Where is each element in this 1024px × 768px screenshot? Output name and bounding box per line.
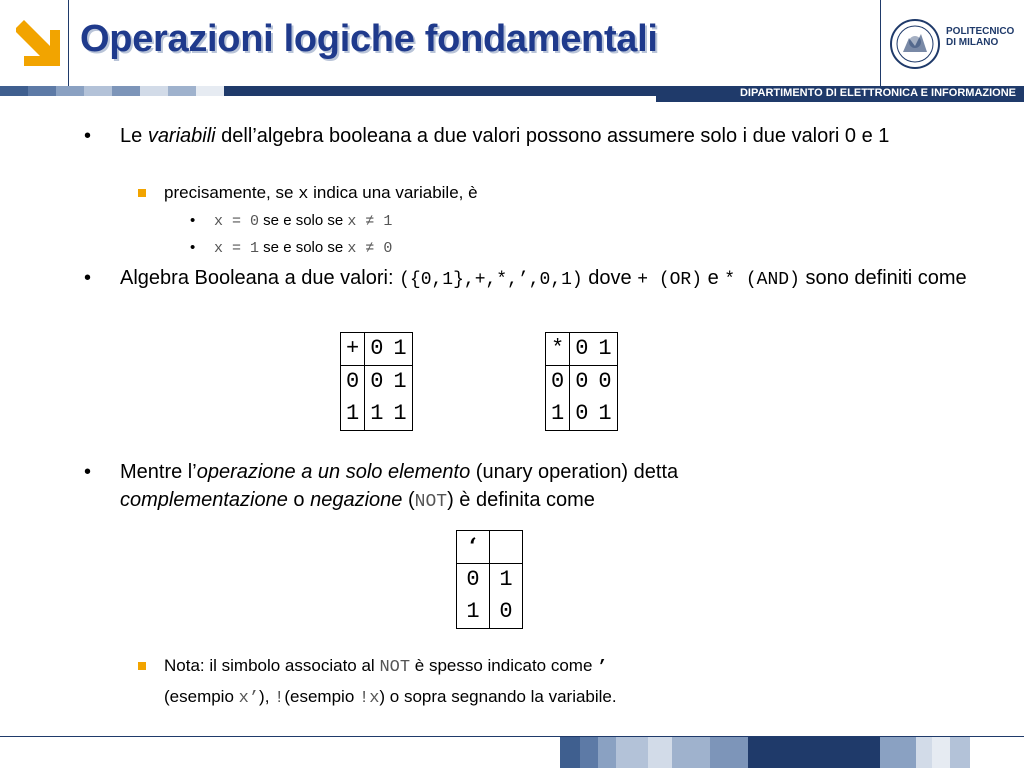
or-truth-table bbox=[340, 332, 413, 431]
sub-sub-bullet-text: x = 0 se e solo se x ≠ 1 bbox=[214, 212, 393, 230]
and-table-header-cell: * bbox=[546, 333, 570, 366]
and-table-cell: 0 bbox=[546, 366, 570, 399]
and-truth-table bbox=[545, 332, 618, 431]
not-table-cell: 0 bbox=[457, 564, 490, 597]
bullet-dot: • bbox=[84, 125, 92, 147]
and-table-cell: 0 bbox=[575, 401, 589, 426]
university-name bbox=[946, 26, 1014, 48]
not-table-header-cell bbox=[490, 531, 523, 564]
or-table-cell: 1 bbox=[370, 401, 384, 426]
not-table-cell: 1 bbox=[499, 567, 513, 592]
not-table-cell: 0 bbox=[499, 599, 513, 624]
slide-title: Operazioni logiche fondamentali bbox=[80, 18, 658, 60]
header-divider bbox=[880, 0, 881, 86]
department-label: DIPARTIMENTO DI ELETTRONICA E INFORMAZIONE bbox=[704, 86, 1016, 102]
or-table-header-cell: 1 bbox=[388, 333, 412, 366]
and-table-header-cell: 1 bbox=[593, 333, 617, 366]
not-table-header-cell: ‘ bbox=[457, 531, 490, 564]
and-table-cell: 0 bbox=[575, 369, 589, 394]
and-table-cell: 1 bbox=[546, 398, 570, 431]
not-table-cell: 1 bbox=[457, 596, 490, 629]
note-text-line2: (esempio x’), !(esempio !x) o sopra segnando la variabile. bbox=[164, 687, 617, 708]
or-table-cell: 0 bbox=[370, 369, 384, 394]
bullet-dot: • bbox=[84, 461, 92, 483]
and-table-header-cell: 0 bbox=[570, 333, 594, 366]
square-bullet-icon bbox=[138, 189, 146, 197]
square-bullet-icon bbox=[138, 662, 146, 670]
arrow-logo-icon bbox=[12, 18, 64, 70]
university-name-line2: DI MILANO bbox=[946, 37, 999, 48]
bullet-dot: • bbox=[84, 267, 92, 289]
or-table-cell: 1 bbox=[393, 369, 407, 394]
bullet-text: Le variabili dell’algebra booleana a due valori possono assumere solo i due valori 0 e 1 bbox=[120, 125, 890, 147]
university-seal-icon bbox=[889, 18, 941, 70]
slide-header bbox=[0, 0, 1024, 88]
sub-sub-bullet-text: x = 1 se e solo se x ≠ 0 bbox=[214, 239, 393, 257]
bullet-text: Algebra Booleana a due valori: ({0,1},+,*,’,0,1) dove + (OR) e * (AND) sono definiti come bbox=[120, 267, 967, 290]
or-table-cell: 1 bbox=[341, 398, 365, 431]
or-table-cell: 0 bbox=[341, 366, 365, 399]
bullet-dot: • bbox=[190, 212, 196, 229]
bullet-text: Mentre l’operazione a un solo elemento (unary operation) detta complementazione o negazione (NOT) è definita come bbox=[120, 461, 679, 512]
and-table-cell: 1 bbox=[598, 401, 612, 426]
university-name-line1: POLITECNICO bbox=[946, 26, 1015, 37]
or-table-header-cell: + bbox=[341, 333, 365, 366]
not-truth-table bbox=[456, 530, 523, 629]
note-text: Nota: il simbolo associato al NOT è spesso indicato come ’ bbox=[164, 656, 608, 677]
sub-bullet-text: precisamente, se x indica una variabile, è bbox=[164, 183, 478, 204]
bullet-dot: • bbox=[190, 239, 196, 256]
and-table-cell: 0 bbox=[598, 369, 612, 394]
header-divider bbox=[68, 0, 69, 86]
or-table-header-cell: 0 bbox=[365, 333, 389, 366]
or-table-cell: 1 bbox=[393, 401, 407, 426]
